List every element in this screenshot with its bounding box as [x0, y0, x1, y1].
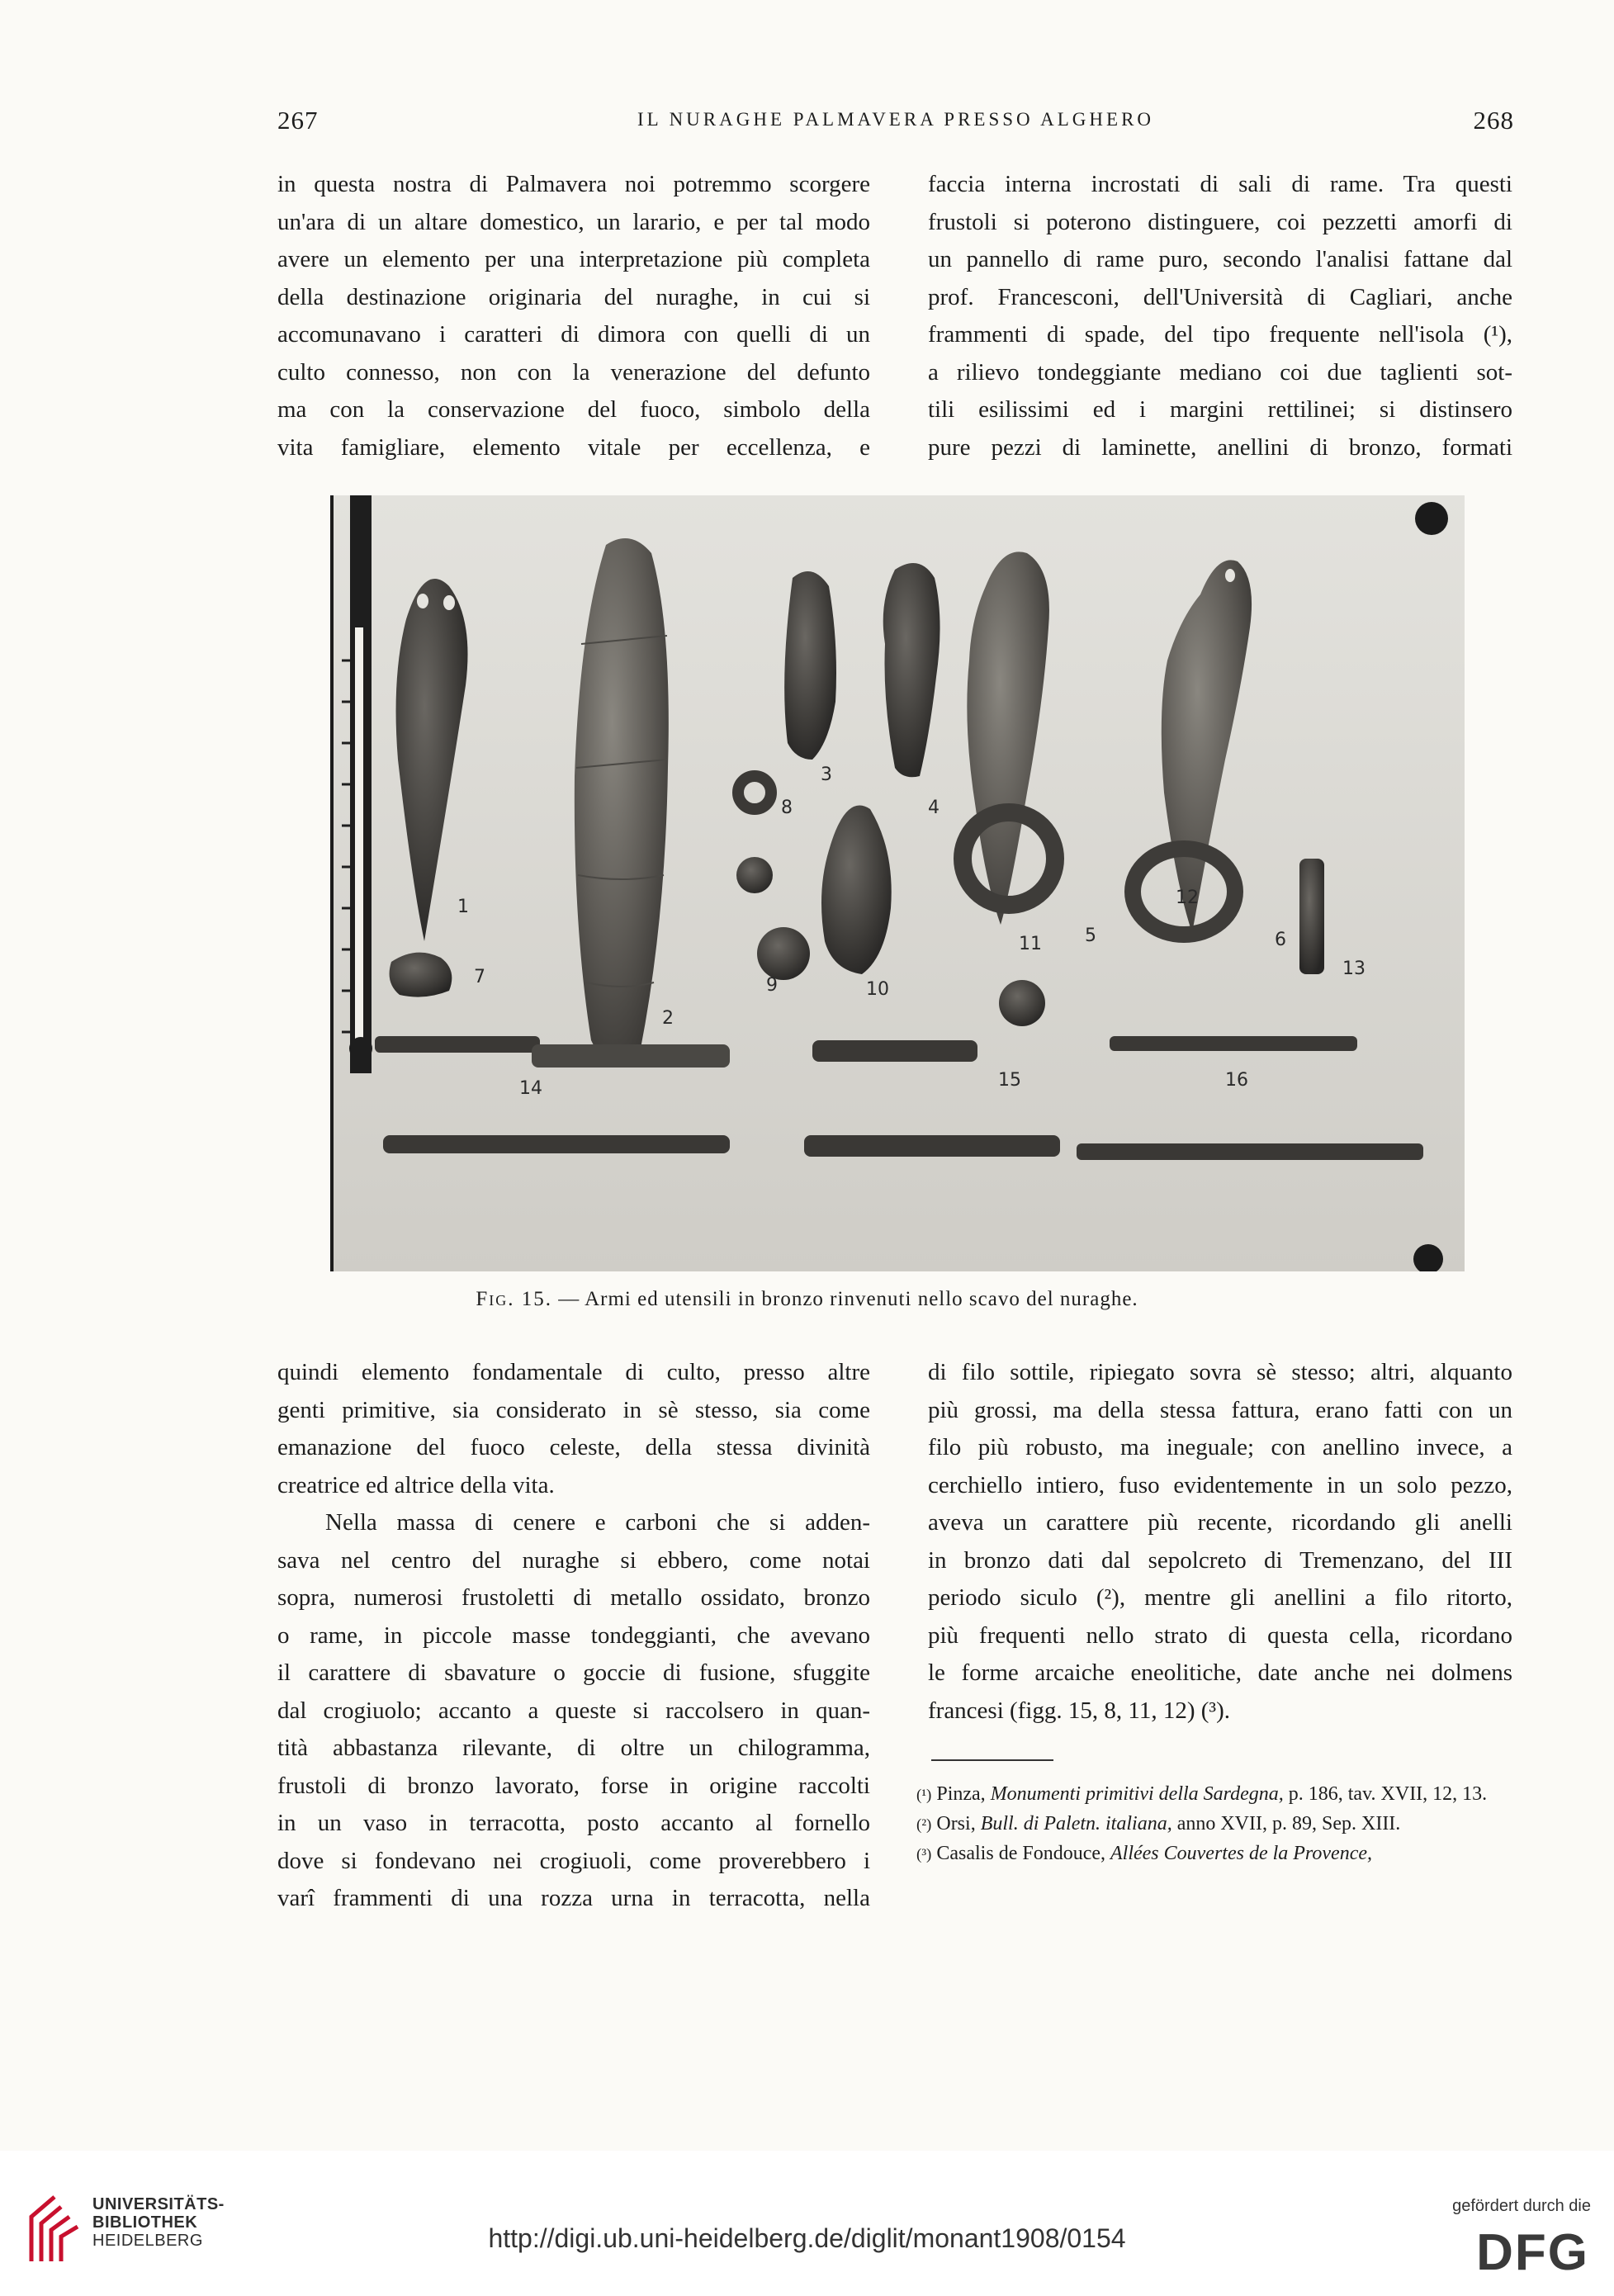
text-line: le forme arcaiche eneolitiche, date anche nei dolmens	[928, 1659, 1512, 1686]
svg-text:4: 4	[928, 798, 940, 818]
svg-text:6: 6	[1275, 930, 1286, 950]
text-line: francesi (figg. 15, 8, 11, 12) (³).	[928, 1697, 1230, 1724]
artifact-9-lump	[757, 927, 810, 980]
artifact-7-lump	[390, 953, 452, 997]
text-line: vita famigliare, elemento vitale per eccellenza, e	[277, 433, 870, 461]
footnote-3: (³) Casalis de Fondouce, Allées Couvertes de la Provence,	[916, 1843, 1372, 1864]
text-column-right-bottom	[928, 1354, 1512, 1730]
text-line: filo più robusto, ma ineguale; con anellino invece, a	[928, 1434, 1512, 1460]
text-line: genti primitive, sia considerato in sè stesso, sia come	[277, 1396, 870, 1423]
dfg-logo: DFG	[1476, 2224, 1589, 2281]
footnote-2: (²) Orsi, Bull. di Paletn. italiana, anno XVII, p. 89, Sep. XIII.	[916, 1813, 1401, 1834]
text-line: sopra, numerosi frustoletti di metallo ossidato, bronzo	[277, 1584, 870, 1611]
page-number-right: 268	[1473, 106, 1514, 135]
university-library-name: UNIVERSITÄTS- BIBLIOTHEK HEIDELBERG	[92, 2195, 225, 2250]
text-line: frustoli di bronzo lavorato, forse in origine raccolti	[277, 1772, 870, 1799]
text-line: cerchiello intiero, fuso evidentemente in un solo pezzo,	[928, 1471, 1512, 1498]
source-url-link[interactable]: http://digi.ub.uni-heidelberg.de/diglit/monant1908/0154	[488, 2223, 1126, 2253]
artifact-13-bar	[1299, 859, 1324, 974]
svg-text:2: 2	[662, 1008, 674, 1029]
footnotes	[916, 1782, 1512, 1871]
text-line: in bronzo dati dal sepolcreto di Tremenzano, del III	[928, 1546, 1512, 1574]
footnote-separator	[931, 1759, 1053, 1761]
text-line: dove si fondevano nei crogiuoli, come proverebbero i	[277, 1847, 870, 1874]
svg-text:12: 12	[1176, 888, 1199, 908]
text-line: emanazione del fuoco celeste, della stessa divinità	[277, 1434, 870, 1460]
svg-text:8: 8	[781, 798, 793, 818]
artifact-photo-illustration	[334, 495, 1465, 1271]
text-line: tità abbastanza rilevante, di oltre un chilogramma,	[277, 1735, 870, 1761]
text-line: o rame, in piccole masse tondeggianti, che avevano	[277, 1621, 870, 1649]
footnote-1: (¹) Pinza, Monumenti primitivi della Sardegna, p. 186, tav. XVII, 12, 13.	[916, 1783, 1488, 1805]
text-line: avere un elemento per una interpretazione più completa	[277, 246, 870, 272]
running-head	[277, 106, 1514, 139]
text-column-left-top	[277, 166, 870, 466]
text-line: ma con la conservazione del fuoco, simbolo della	[277, 396, 870, 423]
text-line: il carattere di sbavature o goccie di fusione, sfuggite	[277, 1659, 870, 1686]
text-line: frustoli si poterono distinguere, coi pezzetti amorfi di	[928, 208, 1512, 235]
text-line: un pannello di rame puro, secondo l'analisi fattane dal	[928, 246, 1512, 272]
artifact-9-lump	[736, 857, 773, 893]
text-line: frammenti di spade, del tipo frequente nell'isola (¹),	[928, 321, 1512, 348]
text-line: più frequenti nello strato di questa cella, ricordano	[928, 1621, 1512, 1649]
text-line: sava nel centro del nuraghe si ebbero, come notai	[277, 1546, 870, 1574]
text-line: pure pezzi di laminette, anellini di bronzo, formati	[928, 433, 1512, 461]
figure-bronze-artifacts-photo	[330, 495, 1465, 1271]
sponsor-label: gefördert durch die	[1452, 2197, 1591, 2215]
text-column-left-bottom	[277, 1354, 870, 1918]
svg-text:10: 10	[866, 979, 889, 1000]
artifact-14-rod	[375, 1036, 540, 1053]
text-line: prof. Francesconi, dell'Università di Cagliari, anche	[928, 283, 1512, 310]
pin-head	[1415, 502, 1448, 535]
text-line: Nella massa di cenere e carboni che si adden-	[325, 1509, 870, 1536]
artifact-16-rod	[1110, 1036, 1357, 1051]
text-line: più grossi, ma della stessa fattura, erano fatti con un	[928, 1396, 1512, 1423]
svg-text:9: 9	[766, 975, 778, 996]
text-line: creatrice ed altrice della vita.	[277, 1471, 555, 1498]
svg-text:3: 3	[821, 765, 832, 785]
svg-text:5: 5	[1085, 926, 1096, 946]
text-line: della destinazione originaria del nuraghe, in cui si	[277, 283, 870, 310]
svg-text:14: 14	[519, 1078, 542, 1099]
text-line: di filo sottile, ripiegato sovra sè stesso; altri, alquanto	[928, 1359, 1512, 1385]
text-line: dal crogiuolo; accanto a queste si raccolsero in quan-	[277, 1697, 870, 1724]
text-line: in un vaso in terracotta, posto accanto al fornello	[277, 1810, 870, 1836]
text-line: tili esilissimi ed i margini rettilinei; si distinsero	[928, 396, 1512, 423]
digitization-footer	[0, 2151, 1614, 2296]
svg-text:16: 16	[1225, 1070, 1248, 1091]
artifact-15-rod	[812, 1040, 977, 1062]
text-line: a rilievo tondeggiante mediano coi due taglienti sot-	[928, 358, 1512, 386]
running-title: IL NURAGHE PALMAVERA PRESSO ALGHERO	[637, 109, 1155, 130]
figure-caption	[0, 1288, 1614, 1311]
text-line: aveva un carattere più recente, ricordando gli anelli	[928, 1509, 1512, 1536]
text-line: periodo siculo (²), mentre gli anellini a filo ritorto,	[928, 1584, 1512, 1611]
svg-text:11: 11	[1019, 934, 1042, 954]
text-line: varî frammenti di una rozza urna in terracotta, nella	[277, 1885, 870, 1911]
text-line: in questa nostra di Palmavera noi potremmo scorgere	[277, 171, 870, 197]
svg-text:15: 15	[998, 1070, 1021, 1091]
figure-label: Fig. 15.	[476, 1288, 552, 1310]
page-number-left: 267	[277, 106, 319, 135]
text-column-right-top	[928, 166, 1512, 466]
text-line: culto connesso, non con la venerazione del defunto	[277, 358, 870, 386]
svg-text:13: 13	[1342, 959, 1366, 979]
caption-text: — Armi ed utensili in bronzo rinvenuti nello scavo del nuraghe.	[551, 1288, 1138, 1310]
text-line: faccia interna incrostati di sali di rame. Tra questi	[928, 171, 1512, 197]
text-line: quindi elemento fondamentale di culto, presso altre	[277, 1359, 870, 1385]
text-line: un'ara di un altare domestico, un larario, e per tal modo	[277, 208, 870, 235]
text-line: accomunavano i caratteri di dimora con quelli di un	[277, 321, 870, 348]
svg-text:7: 7	[474, 967, 485, 987]
svg-text:1: 1	[457, 897, 469, 917]
